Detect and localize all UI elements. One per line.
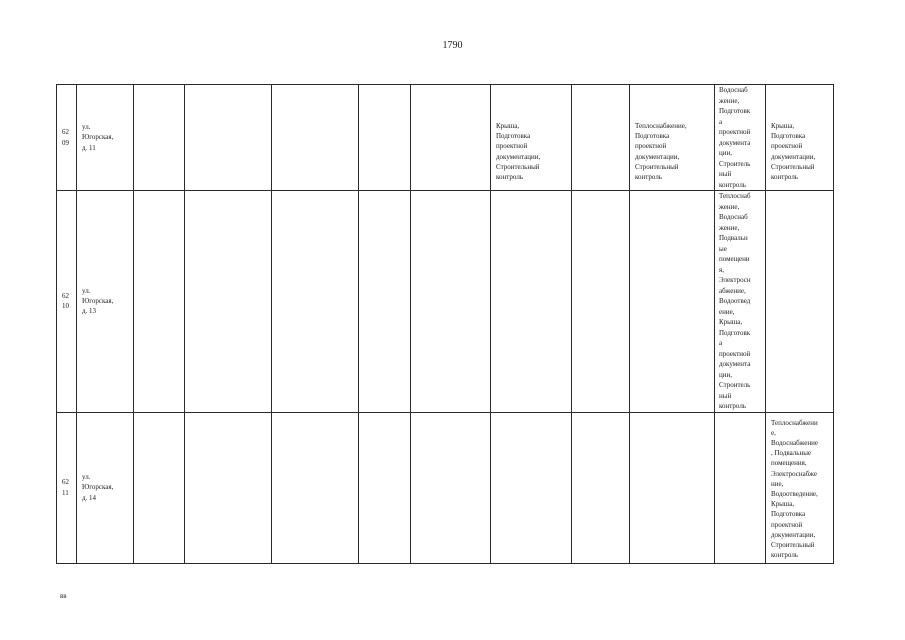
work-type-cell bbox=[630, 412, 715, 563]
empty-cell bbox=[185, 191, 272, 413]
empty-cell bbox=[411, 191, 491, 413]
table-row bbox=[57, 191, 834, 413]
row-number: 62 09 bbox=[57, 85, 77, 191]
empty-cell bbox=[272, 191, 359, 413]
empty-cell bbox=[572, 85, 630, 191]
row-address: ул. Югорская, д. 11 bbox=[77, 85, 134, 191]
empty-cell bbox=[411, 412, 491, 563]
work-type-cell bbox=[766, 191, 834, 413]
page-number: 1790 bbox=[442, 40, 463, 51]
empty-cell bbox=[411, 85, 491, 191]
work-type-cell: Крыша, Подготовка проектной документации, Строительный контроль bbox=[766, 85, 834, 191]
table-row bbox=[57, 85, 834, 191]
work-type-cell: Водоснаб жение, Подготовк а проектной документа ции, Строитель ный контроль bbox=[715, 85, 766, 191]
work-type-cell bbox=[630, 191, 715, 413]
work-type-cell: Теплоснаб жение, Водоснаб жение, Подвальн ые помещени я, Электросн абжение, Водоотвед ение, Крыша, Подготовк а проектной документа ции, Строитель ный контроль bbox=[715, 191, 766, 413]
work-type-cell: Теплоснабжение, Подготовка проектной документации, Строительный контроль bbox=[630, 85, 715, 191]
row-address: ул. Югорская, д. 14 bbox=[77, 412, 134, 563]
empty-cell bbox=[572, 412, 630, 563]
work-type-cell: Теплоснабжени e, Водоснабжение , Подвальные помещения, Электроснабже ние, Водоотведение, Крыша, Подготовка проектной документации, Строительный контроль bbox=[766, 412, 834, 563]
empty-cell bbox=[572, 191, 630, 413]
works-table bbox=[56, 84, 834, 564]
empty-cell bbox=[359, 85, 411, 191]
empty-cell bbox=[134, 191, 185, 413]
empty-cell bbox=[272, 412, 359, 563]
work-type-cell bbox=[491, 191, 572, 413]
work-type-cell bbox=[491, 412, 572, 563]
row-number: 62 10 bbox=[57, 191, 77, 413]
empty-cell bbox=[359, 191, 411, 413]
empty-cell bbox=[134, 412, 185, 563]
empty-cell bbox=[185, 85, 272, 191]
empty-cell bbox=[185, 412, 272, 563]
table-row bbox=[57, 412, 834, 563]
row-address: ул. Югорская, д. 13 bbox=[77, 191, 134, 413]
empty-cell bbox=[272, 85, 359, 191]
work-type-cell bbox=[715, 412, 766, 563]
empty-cell bbox=[359, 412, 411, 563]
row-number: 62 11 bbox=[57, 412, 77, 563]
empty-cell bbox=[134, 85, 185, 191]
work-type-cell: Крыша, Подготовка проектной документации, Строительный контроль bbox=[491, 85, 572, 191]
footer-mark: вв bbox=[60, 592, 67, 600]
